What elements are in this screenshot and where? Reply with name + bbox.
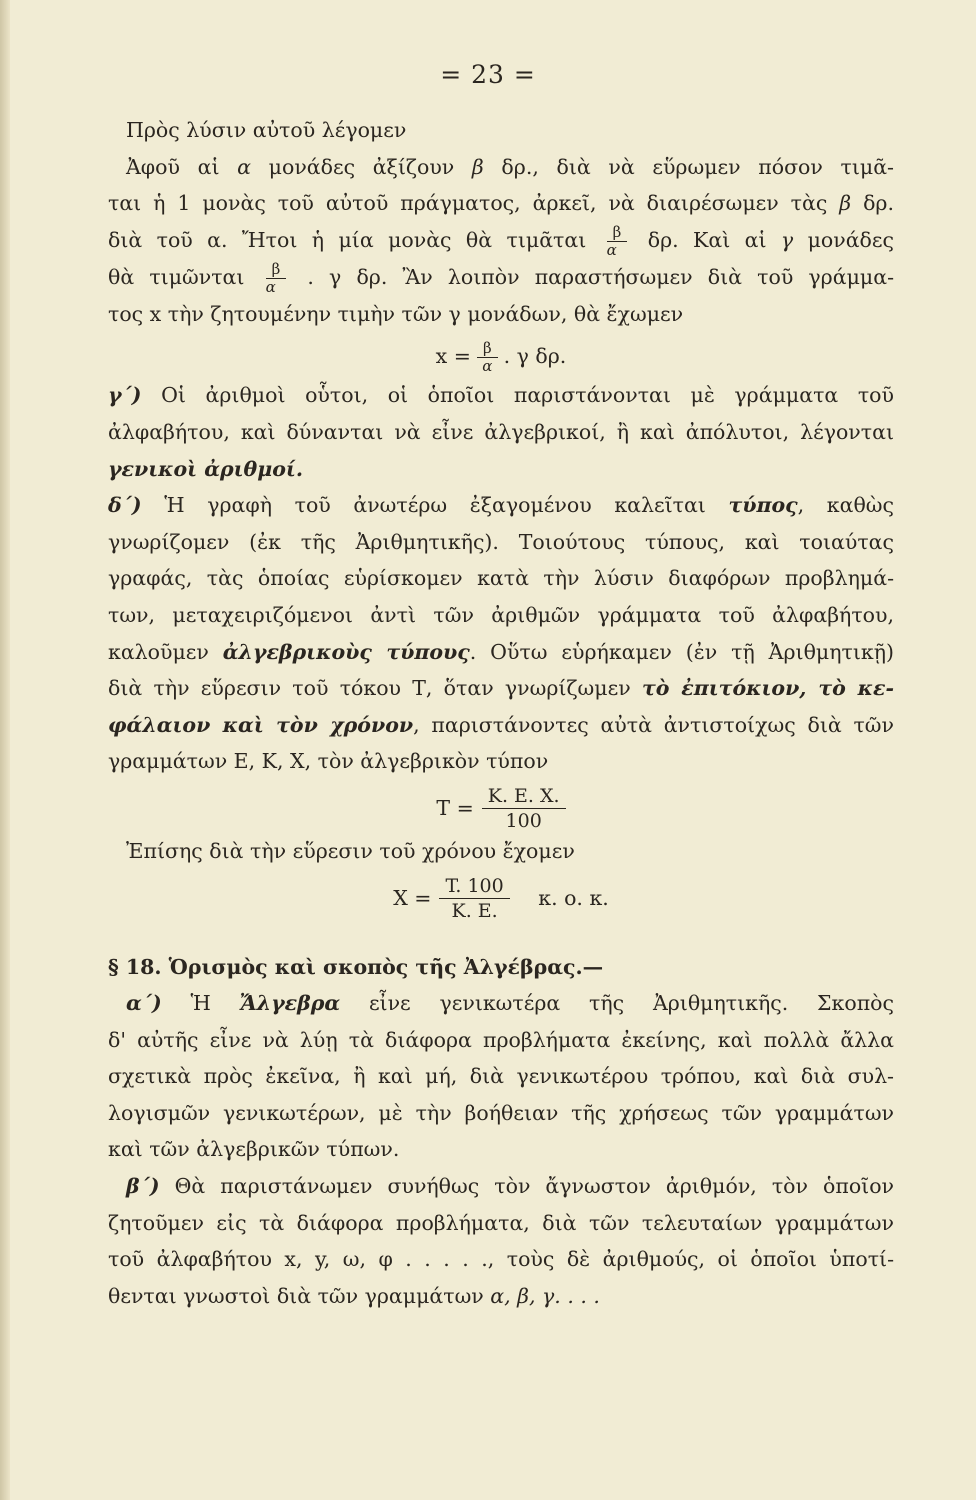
fraction-beta-alpha: $\frac{\beta}{\alpha}$ [607,224,628,259]
text-line: ται ἡ 1 μονὰς τοῦ αὐτοῦ πράγματος, ἀρκεῖ, νὰ διαιρέσωμεν τὰς β δρ. [108,191,894,216]
text-line: φάλαιον καὶ τὸν χρόνον, παριστάνοντες αὐτὰ ἀντιστοίχως διὰ τῶν [108,712,894,737]
text-line: διὰ τὴν εὕρεσιν τοῦ τόκου Τ, ὅταν γνωρίζωμεν τὸ ἐπιτόκιον, τὸ κε- [108,676,894,701]
text-line: των, μεταχειριζόμενοι ἀντὶ τῶν ἀριθμῶν γράμματα τοῦ ἀλφαβήτου, [108,602,894,627]
page-body [108,112,894,1314]
item-marker-alpha: α΄) [126,991,162,1016]
text-line: τος x τὴν ζητουμένην τιμὴν τῶν γ μονάδων, θὰ ἔχωμεν [108,301,684,326]
paragraph-gamma [108,377,894,487]
text-line: γενικοὶ ἀριθμοί. [108,456,303,481]
text-line: γραφάς, τὰς ὁποίας εὑρίσκομεν κατὰ τὴν λύσιν διαφόρων προβλημά- [108,566,894,591]
text-line: δ' αὐτῆς εἶνε νὰ λύῃ τὰ διάφορα προβλήματα ἐκείνης, καὶ πολλὰ ἄλλα [108,1027,894,1052]
text-line: σχετικὰ πρὸς ἐκεῖνα, ἢ καὶ μή, διὰ γενικωτέρου τρόπου, καὶ διὰ συλ- [108,1064,894,1089]
text-line: ζητοῦμεν εἰς τὰ διάφορα προβλήματα, διὰ τῶν τελευταίων γραμμάτων [108,1210,894,1235]
section-18 [108,949,894,1315]
item-marker-delta: δ΄) [108,493,142,518]
paragraph-intro: Πρὸς λύσιν αὐτοῦ λέγομεν [126,118,407,142]
page-edge [0,0,10,1500]
paragraph-delta [108,487,894,780]
text-line: τοῦ ἀλφαβήτου x, y, ω, φ . . . . ., τοὺς δὲ ἀριθμούς, οἱ ὁποῖοι ὑποτί- [108,1247,894,1272]
text-line: καλοῦμεν ἀλγεβρικοὺς τύπους. Οὕτω εὑρήκαμεν (ἐν τῇ Ἀριθμητικῇ) [108,639,894,664]
section-heading: § 18. Ὁρισμὸς καὶ σκοπὸς τῆς Ἀλγέβρας.— [108,954,604,979]
formula-x: x = $\frac{\beta}{\alpha}$ . γ δρ. [435,339,567,376]
text-line: α΄) Ἡ Ἄλγεβρα εἶνε γενικωτέρα τῆς Ἀριθμητικῆς. Σκοπὸς [126,991,894,1016]
text-line: β΄) Θὰ παριστάνωμεν συνήθως τὸν ἄγνωστον ἀριθμόν, τὸν ὁποῖον [126,1174,894,1199]
text-line: γνωρίζομεν (ἐκ τῆς Ἀριθμητικῆς). Τοιούτους τύπους, καὶ τοιαύτας [108,529,894,554]
paragraph-time: Ἐπίσης διὰ τὴν εὕρεσιν τοῦ χρόνου ἔχομεν [126,838,575,863]
text-line: γ΄) Οἱ ἀριθμοὶ οὗτοι, οἱ ὁποῖοι παριστάνονται μὲ γράμματα τοῦ [108,383,894,408]
text-line: γραμμάτων Ε, Κ, Χ, τὸν ἀλγεβρικὸν τύπον [108,749,549,774]
text-line: θενται γνωστοὶ διὰ τῶν γραμμάτων α, β, γ. . . . [108,1283,600,1308]
item-marker-beta: β΄) [126,1174,160,1199]
item-marker-gamma: γ΄) [108,383,142,408]
fraction-beta-alpha: $\frac{\beta}{\alpha}$ [266,261,287,296]
text-line: θὰ τιμῶνται $\frac{\beta}{\alpha}$ . γ δρ. Ἂν λοιπὸν παραστήσωμεν διὰ τοῦ γράμμα- [108,259,894,296]
text-line: διὰ τοῦ α. Ἤτοι ἡ μία μονὰς θὰ τιμᾶται $\frac{\beta}{\alpha}$ δρ. Καὶ αἱ γ μονάδες [108,222,894,259]
page-number: = 23 = [440,60,536,89]
text-line: λογισμῶν γενικωτέρων, μὲ τὴν βοήθειαν τῆς χρήσεως τῶν γραμμάτων [108,1100,894,1125]
formula-interest: T = $\frac{K. E. X.}{100}$ [108,784,894,833]
text-line: δ΄) Ἡ γραφὴ τοῦ ἀνωτέρω ἐξαγομένου καλεῖται τύπος, καθὼς [108,493,894,518]
text-line: καὶ τῶν ἀλγεβρικῶν τύπων. [108,1137,400,1162]
paragraph-solution [108,149,894,333]
text-line: ἀλφαβήτου, καὶ δύνανται νὰ εἶνε ἀλγεβρικοί, ἢ καὶ ἀπόλυτοι, λέγονται [108,419,894,444]
text-line: Ἀφοῦ αἱ α μονάδες ἀξίζουν β δρ., διὰ νὰ εὕρωμεν πόσον τιμᾶ- [126,154,894,179]
formula-time: X = $\frac{T. 100}{K. E.}$ κ. ο. κ. [393,874,609,922]
